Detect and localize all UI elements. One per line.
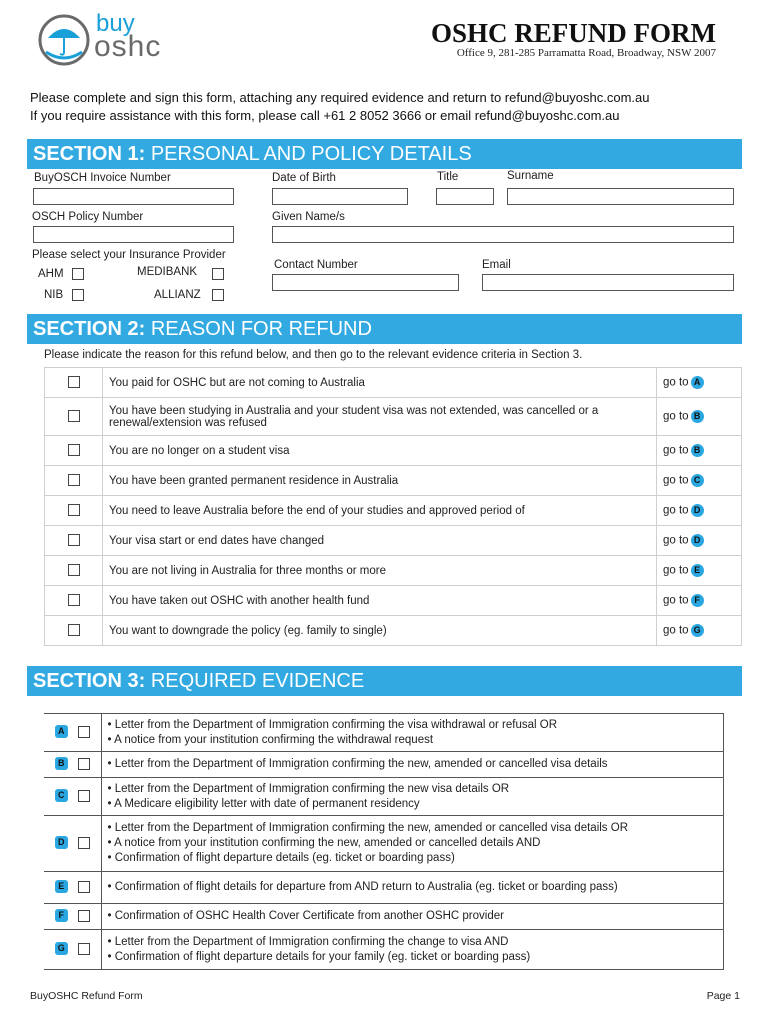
evidence-row	[44, 930, 724, 970]
provider-medibank-label: MEDIBANK	[137, 266, 198, 278]
evidence-letter-badge: C	[55, 789, 68, 802]
provider-medibank-checkbox[interactable]	[212, 268, 224, 280]
reason-goto: go to A	[657, 368, 742, 398]
section-1-number: SECTION 1:	[33, 143, 146, 165]
page-title: OSHC REFUND FORM	[431, 18, 716, 48]
section-3-number: SECTION 3:	[33, 670, 146, 692]
invoice-number-label: BuyOSCH Invoice Number	[34, 172, 171, 184]
reason-text: Your visa start or end dates have changed	[103, 526, 657, 556]
reason-row	[45, 368, 742, 398]
evidence-row	[44, 752, 724, 778]
contact-number-field[interactable]	[272, 274, 459, 291]
dob-label: Date of Birth	[272, 172, 336, 184]
evidence-letter-badge: B	[55, 757, 68, 770]
evidence-text: • Confirmation of flight details for departure from AND return to Australia (eg. ticket or boarding pass)	[101, 872, 724, 904]
section-2-title: REASON FOR REFUND	[150, 318, 372, 340]
email-label: Email	[482, 259, 511, 271]
policy-number-field[interactable]	[33, 226, 234, 243]
section-2-header	[27, 314, 742, 344]
evidence-letter-badge: A	[55, 725, 68, 738]
reason-checkbox[interactable]	[68, 594, 80, 606]
reason-checkbox[interactable]	[68, 504, 80, 516]
evidence-letter-badge: G	[691, 624, 704, 637]
reason-goto: go to D	[657, 526, 742, 556]
reason-goto: go to C	[657, 466, 742, 496]
evidence-letter-badge: A	[691, 376, 704, 389]
reason-row	[45, 398, 742, 436]
reason-row	[45, 526, 742, 556]
reason-row	[45, 496, 742, 526]
reason-row	[45, 466, 742, 496]
evidence-checkbox[interactable]	[78, 790, 90, 802]
evidence-row	[44, 816, 724, 872]
evidence-letter-badge: B	[691, 410, 704, 423]
reason-checkbox[interactable]	[68, 444, 80, 456]
evidence-text: • Letter from the Department of Immigration confirming the new, amended or cancelled visa details	[101, 752, 724, 778]
provider-allianz-label: ALLIANZ	[154, 289, 201, 301]
evidence-text: • Letter from the Department of Immigration confirming the visa withdrawal or refusal OR • A notice from your institution confirming the withdrawal request	[101, 714, 724, 752]
evidence-letter-badge: F	[691, 594, 704, 607]
reason-text: You have been granted permanent residence in Australia	[103, 466, 657, 496]
reason-checkbox[interactable]	[68, 474, 80, 486]
provider-nib-label: NIB	[44, 289, 64, 301]
section-2-number: SECTION 2:	[33, 318, 146, 340]
reason-text: You are no longer on a student visa	[103, 436, 657, 466]
reason-row	[45, 556, 742, 586]
evidence-text: • Confirmation of OSHC Health Cover Certificate from another OSHC provider	[101, 904, 724, 930]
evidence-row	[44, 714, 724, 752]
provider-allianz-checkbox[interactable]	[212, 289, 224, 301]
reason-text: You paid for OSHC but are not coming to Australia	[103, 368, 657, 398]
section-1-title: PERSONAL AND POLICY DETAILS	[150, 143, 472, 165]
evidence-checkbox[interactable]	[78, 943, 90, 955]
email-field[interactable]	[482, 274, 734, 291]
reason-checkbox[interactable]	[68, 534, 80, 546]
reason-goto: go to D	[657, 496, 742, 526]
logo-oshc-text: oshc	[94, 30, 162, 63]
evidence-letter-badge: G	[55, 942, 68, 955]
intro-line-2: If you require assistance with this form, please call +61 2 8052 3666 or email refund@buyoshc.com.au	[30, 108, 620, 123]
footer-page-number: Page 1	[706, 990, 740, 1002]
reason-row	[45, 436, 742, 466]
evidence-table	[44, 713, 724, 970]
contact-number-label: Contact Number	[274, 259, 358, 271]
evidence-text: • Letter from the Department of Immigration confirming the new, amended or cancelled visa details OR • A notice from your institution confirming the new, amended or cancelled details AND • Confirmation of flight departure details (eg. ticket or boarding pass)	[101, 816, 724, 872]
surname-field[interactable]	[507, 188, 734, 205]
reason-checkbox[interactable]	[68, 624, 80, 636]
reason-text: You have taken out OSHC with another health fund	[103, 586, 657, 616]
provider-nib-checkbox[interactable]	[72, 289, 84, 301]
footer-form-name: BuyOSHC Refund Form	[30, 990, 143, 1002]
evidence-letter-badge: C	[691, 474, 704, 487]
reason-text: You want to downgrade the policy (eg. family to single)	[103, 616, 657, 646]
provider-ahm-checkbox[interactable]	[72, 268, 84, 280]
evidence-letter-badge: D	[55, 836, 68, 849]
evidence-checkbox[interactable]	[78, 758, 90, 770]
surname-label: Surname	[507, 170, 554, 182]
section-1-header	[27, 139, 742, 169]
evidence-checkbox[interactable]	[78, 726, 90, 738]
section-3-header	[27, 666, 742, 696]
umbrella-logo-icon	[36, 12, 92, 68]
intro-line-1: Please complete and sign this form, attaching any required evidence and return to refund@buyoshc.com.au	[30, 90, 650, 105]
provider-select-label: Please select your Insurance Provider	[32, 249, 226, 261]
evidence-row	[44, 904, 724, 930]
evidence-letter-badge: B	[691, 444, 704, 457]
reason-goto: go to B	[657, 436, 742, 466]
evidence-letter-badge: F	[55, 909, 68, 922]
title-field[interactable]	[436, 188, 494, 205]
reason-text: You have been studying in Australia and your student visa was not extended, was cancelled or a renewal/extension was refused	[103, 398, 657, 436]
evidence-letter-badge: D	[691, 534, 704, 547]
reason-checkbox[interactable]	[68, 376, 80, 388]
reason-table	[44, 367, 742, 646]
evidence-checkbox[interactable]	[78, 910, 90, 922]
dob-field[interactable]	[272, 188, 408, 205]
reason-text: You need to leave Australia before the end of your studies and approved period of	[103, 496, 657, 526]
evidence-text: • Letter from the Department of Immigration confirming the change to visa AND • Confirmation of flight departure details for your family (eg. ticket or boarding pass)	[101, 930, 724, 970]
logo	[36, 8, 186, 64]
title-label: Title	[437, 171, 459, 183]
reason-row	[45, 586, 742, 616]
reason-goto: go to B	[657, 398, 742, 436]
given-name-label: Given Name/s	[272, 211, 345, 223]
logo-buy-text: buy	[96, 10, 135, 37]
reason-instruction: Please indicate the reason for this refund below, and then go to the relevant evidence criteria in Section 3.	[44, 349, 583, 361]
evidence-letter-badge: D	[691, 504, 704, 517]
section-3-title: REQUIRED EVIDENCE	[150, 670, 365, 692]
reason-row	[45, 616, 742, 646]
evidence-letter-badge: E	[55, 880, 68, 893]
evidence-letter-badge: E	[691, 564, 704, 577]
reason-goto: go to E	[657, 556, 742, 586]
provider-ahm-label: AHM	[38, 268, 64, 280]
evidence-row	[44, 872, 724, 904]
evidence-row	[44, 778, 724, 816]
evidence-checkbox[interactable]	[78, 837, 90, 849]
intro-text	[30, 89, 650, 125]
reason-goto: go to G	[657, 616, 742, 646]
reason-checkbox[interactable]	[68, 564, 80, 576]
evidence-text: • Letter from the Department of Immigration confirming the new visa details OR • A Medicare eligibility letter with date of permanent residency	[101, 778, 724, 816]
reason-text: You are not living in Australia for three months or more	[103, 556, 657, 586]
evidence-checkbox[interactable]	[78, 881, 90, 893]
reason-checkbox[interactable]	[68, 410, 80, 422]
invoice-number-field[interactable]	[33, 188, 234, 205]
reason-goto: go to F	[657, 586, 742, 616]
policy-number-label: OSCH Policy Number	[32, 211, 144, 223]
office-address: Office 9, 281-285 Parramatta Road, Broadway, NSW 2007	[456, 47, 716, 59]
given-name-field[interactable]	[272, 226, 734, 243]
